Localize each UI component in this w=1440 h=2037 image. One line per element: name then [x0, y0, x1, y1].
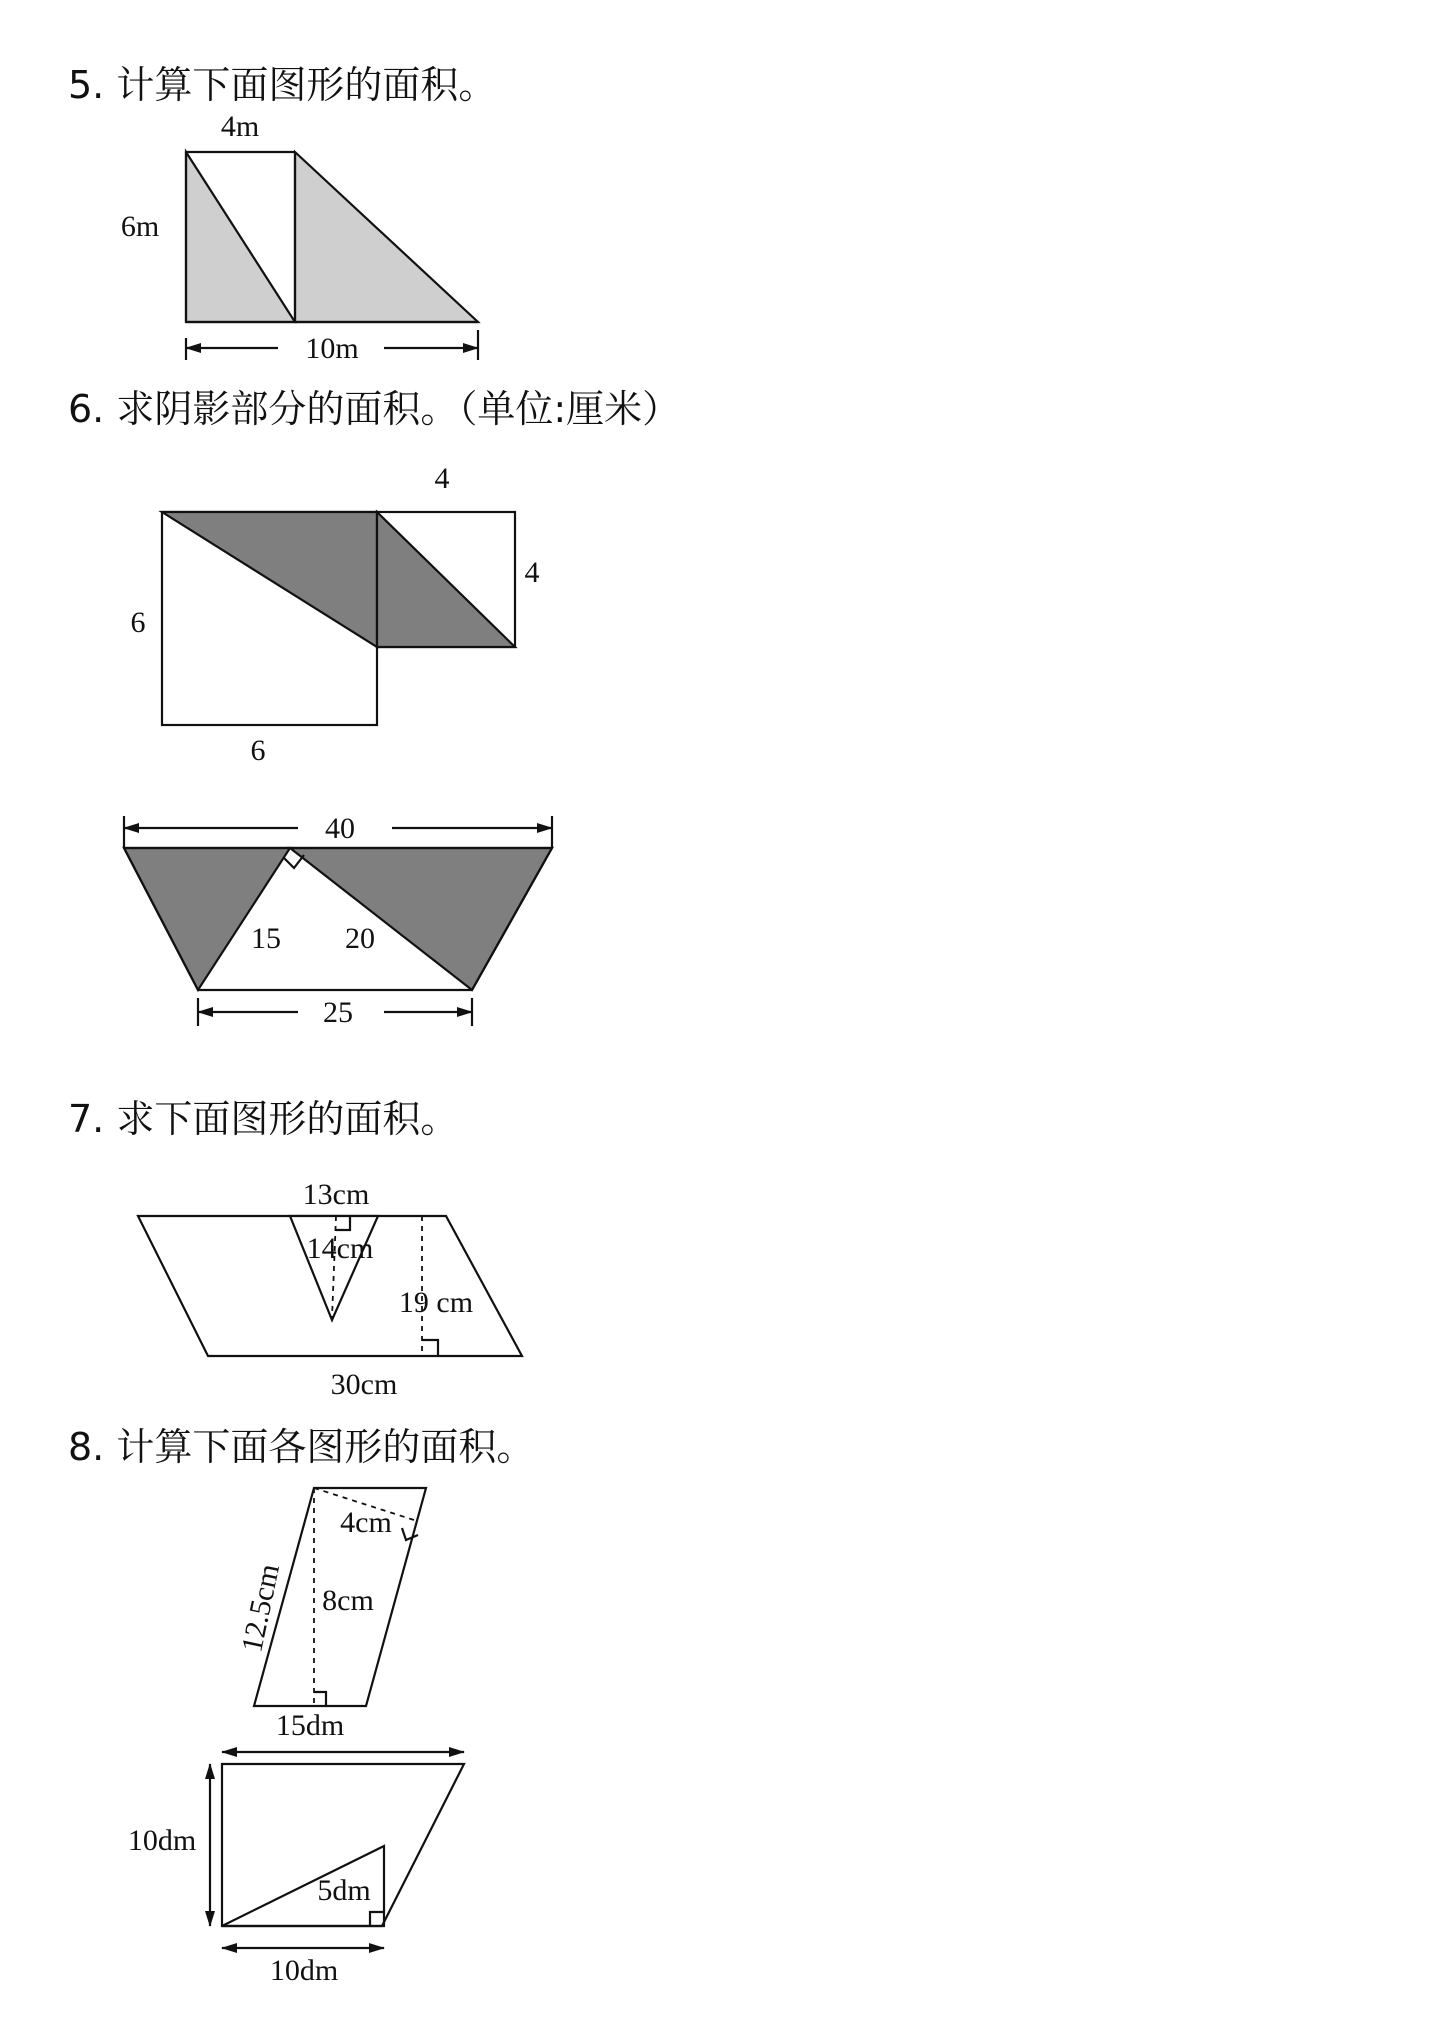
- q6b-shaded-triangle-left: [124, 848, 290, 990]
- q8b-label-bottom: 10dm: [269, 1954, 339, 1987]
- question-5-title: 5. 计算下面图形的面积。: [68, 63, 497, 107]
- q6b-label-bottom: 25: [323, 996, 353, 1029]
- q8b-label-triangle: 5dm: [317, 1874, 371, 1907]
- q6b-label-right-inner: 20: [345, 922, 375, 955]
- question-6-title: 6. 求阴影部分的面积。（单位:厘米）: [68, 387, 681, 431]
- q6a-label-top: 4: [434, 462, 450, 495]
- q5-label-top: 4m: [220, 110, 260, 143]
- question-8-title: 8. 计算下面各图形的面积。: [68, 1425, 535, 1469]
- question-7-title: 7. 求下面图形的面积。: [68, 1097, 459, 1141]
- q7-right-angle-bottom: [422, 1340, 438, 1356]
- q8a-right-angle-bottom: [314, 1692, 326, 1706]
- q7-label-top: 13cm: [302, 1178, 370, 1211]
- q8a-label-bottom: 15dm: [275, 1709, 345, 1742]
- q6a-shaded-triangle-right: [377, 512, 515, 647]
- q7-label-height: 19 cm: [398, 1286, 474, 1319]
- q7-label-triangle-height: 14cm: [306, 1232, 374, 1265]
- q5-figure: [121, 110, 478, 365]
- q5-shaded-triangle-right: [295, 152, 478, 322]
- q6a-shaded-triangle-left: [162, 512, 377, 647]
- q6-figure-a: [131, 462, 540, 767]
- q6a-label-bottom: 6: [250, 734, 266, 767]
- q6b-label-left-inner: 15: [251, 922, 281, 955]
- q6a-label-left: 6: [130, 606, 146, 639]
- q6-figure-b: [124, 812, 552, 1029]
- q8-figure-a: [235, 1488, 426, 1742]
- q5-label-left: 6m: [120, 210, 160, 243]
- q8b-label-left: 10dm: [127, 1824, 197, 1857]
- q7-label-bottom: 30cm: [330, 1368, 398, 1401]
- q7-figure: [138, 1178, 522, 1401]
- q5-label-bottom: 10m: [305, 332, 359, 365]
- q8-figure-b: [128, 1752, 464, 1987]
- q8a-label-side: 12.5cm: [235, 1560, 287, 1656]
- q8a-label-height-right: 4cm: [340, 1506, 392, 1539]
- q8a-label-height: 8cm: [322, 1584, 374, 1617]
- q6a-label-right: 4: [524, 556, 540, 589]
- q5-shaded-triangle-left: [186, 152, 295, 322]
- q6b-label-top: 40: [325, 812, 355, 845]
